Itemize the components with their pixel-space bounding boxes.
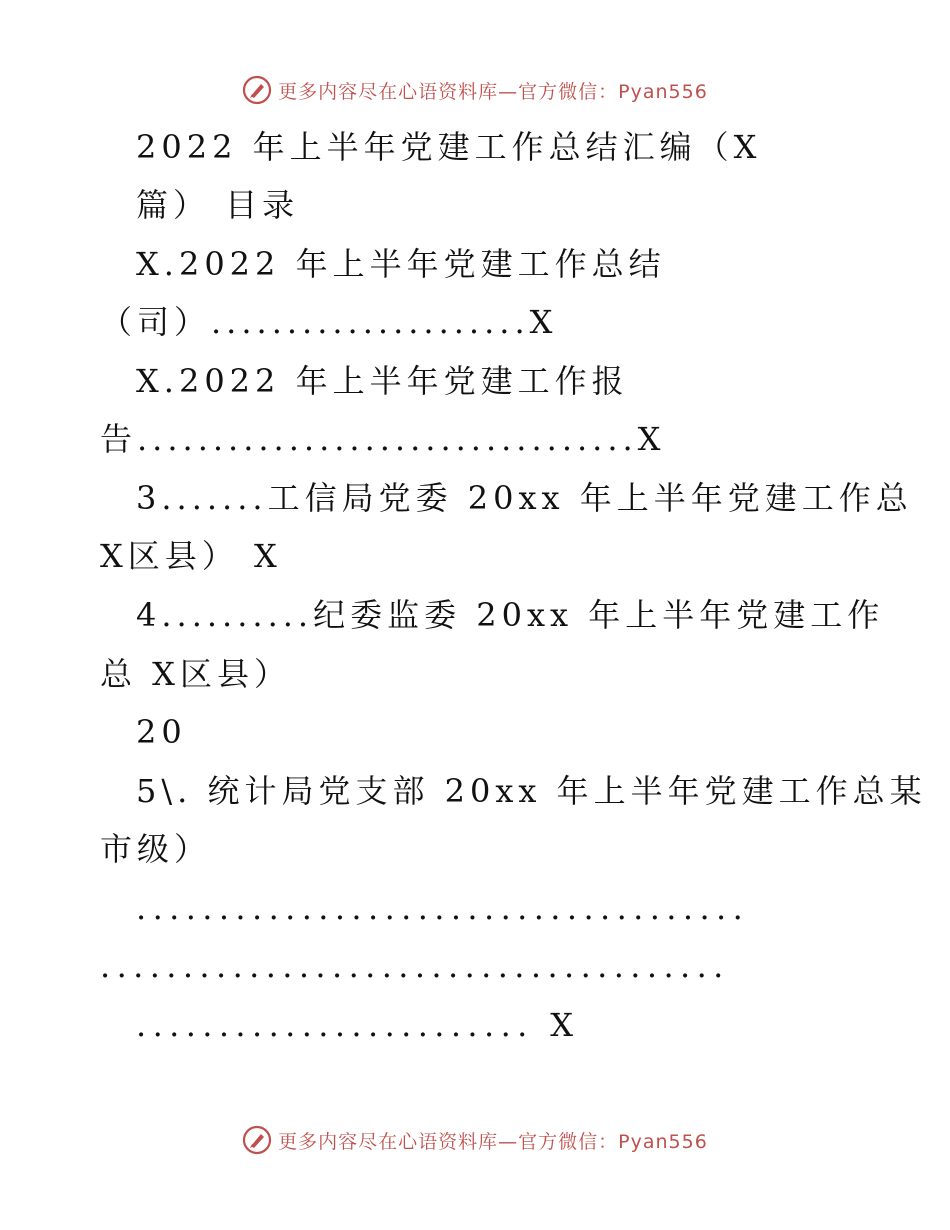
toc-entry-3-line-2: X区县） X <box>100 537 282 575</box>
watermark-text: 更多内容尽在心语资料库—官方微信：Pyan556 <box>278 1130 708 1153</box>
toc-entry-5-line-1: 5\. 统计局党支部 20xx 年上半年党建工作总某 <box>136 772 927 810</box>
toc-entry-1-line-1: X.2022 年上半年党建工作总结 <box>136 245 666 283</box>
toc-entry-2-line-1: X.2022 年上半年党建工作报 <box>136 362 629 400</box>
doc-title-line-2: 篇） 目录 <box>136 186 300 224</box>
toc-entry-4-line-3: 20 <box>136 713 187 751</box>
toc-entry-5-line-2: 市级） <box>100 830 212 868</box>
toc-entry-2-line-2: 告.................................X <box>100 420 666 458</box>
pen-nib-logo-icon <box>242 75 272 105</box>
toc-entry-4-line-1: 4..........纪委监委 20xx 年上半年党建工作 <box>136 596 885 634</box>
toc-entry-1-line-2: （司）.....................X <box>100 303 558 341</box>
watermark-text: 更多内容尽在心语资料库—官方微信：Pyan556 <box>278 80 708 103</box>
footer-watermark <box>0 1122 950 1158</box>
toc-entry-4-line-2: 总 X区县） <box>100 655 291 693</box>
pen-nib-logo-icon <box>242 1125 272 1155</box>
toc-leader-dots-3: ........................ X <box>136 1006 580 1044</box>
header-watermark <box>0 72 950 108</box>
toc-entry-3-line-1: 3.......工信局党委 20xx 年上半年党建工作总 <box>136 479 913 517</box>
doc-title-line-1: 2022 年上半年党建工作总结汇编（X <box>136 128 762 166</box>
toc-leader-dots-1: ..................................... <box>136 889 750 927</box>
toc-leader-dots-2: ...................................... <box>100 947 730 985</box>
